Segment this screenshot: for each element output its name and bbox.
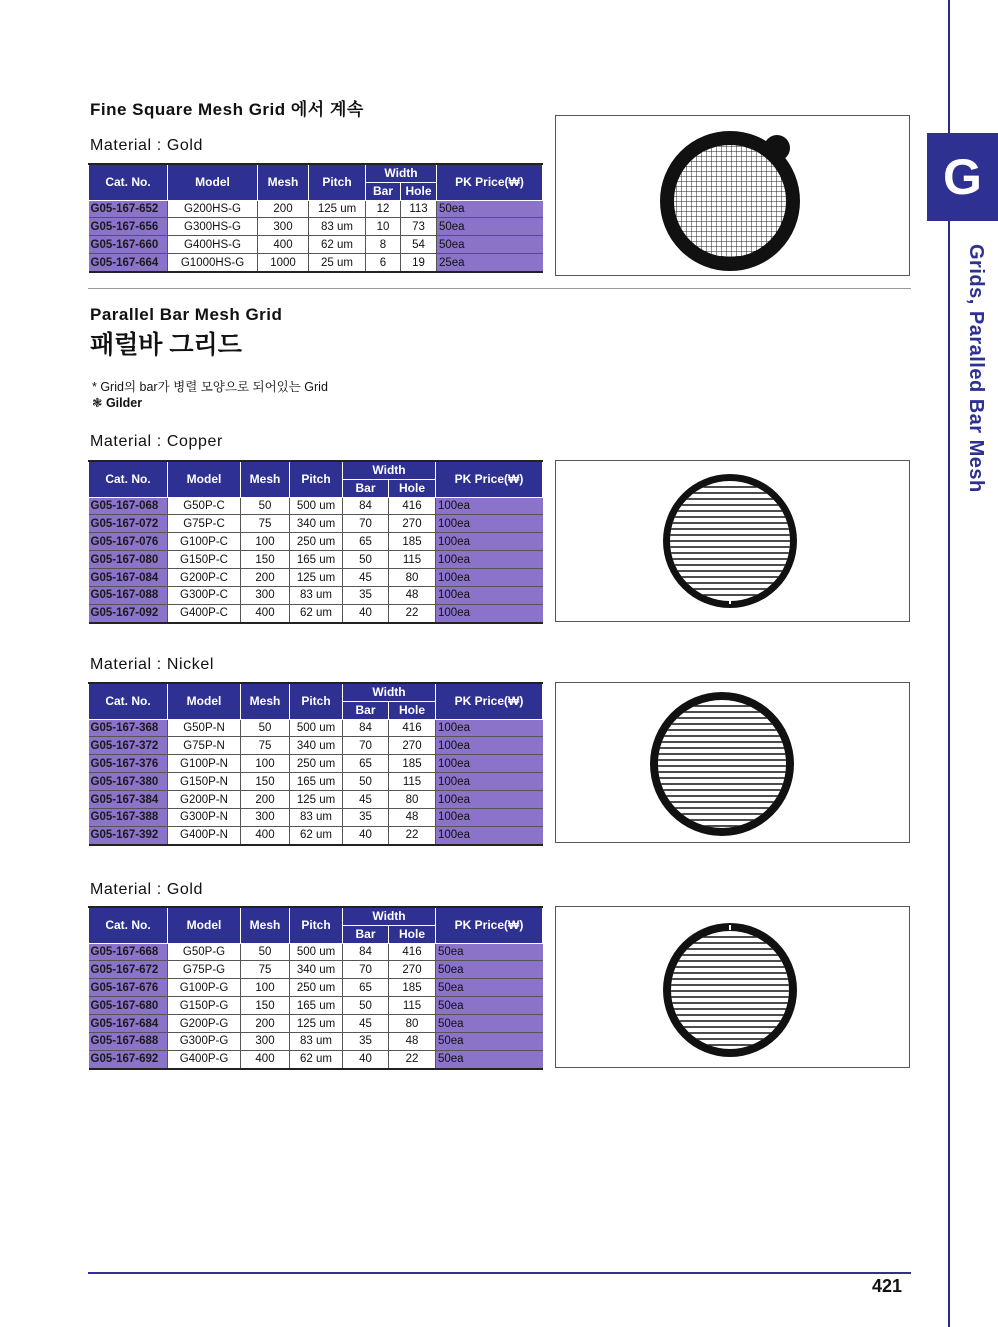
col-width: Width bbox=[366, 164, 437, 182]
price-cell: 50ea bbox=[436, 943, 543, 961]
mesh-cell: 300 bbox=[241, 586, 290, 604]
mesh-cell: 200 bbox=[258, 200, 309, 218]
col-bar: Bar bbox=[343, 925, 389, 943]
note-gilder: ❃ Gilder bbox=[92, 396, 143, 410]
col-model: Model bbox=[168, 461, 241, 497]
model-cell: G100P-C bbox=[168, 533, 241, 551]
table-row bbox=[89, 218, 543, 236]
mesh-cell: 400 bbox=[241, 826, 290, 844]
table-row bbox=[89, 1050, 543, 1068]
col-mesh: Mesh bbox=[258, 164, 309, 200]
mesh-cell: 400 bbox=[258, 236, 309, 254]
pitch-cell: 125 um bbox=[290, 1015, 343, 1033]
table-row bbox=[89, 961, 543, 979]
col-pitch: Pitch bbox=[290, 683, 343, 719]
mesh-cell: 100 bbox=[241, 755, 290, 773]
hole-cell: 416 bbox=[389, 943, 436, 961]
mesh-cell: 75 bbox=[241, 737, 290, 755]
pitch-cell: 340 um bbox=[290, 515, 343, 533]
col-bar: Bar bbox=[343, 701, 389, 719]
pitch-cell: 500 um bbox=[290, 497, 343, 515]
hole-cell: 416 bbox=[389, 497, 436, 515]
price-cell: 100ea bbox=[436, 604, 543, 622]
bar-cell: 65 bbox=[343, 979, 389, 997]
price-cell: 50ea bbox=[437, 218, 543, 236]
col-hole: Hole bbox=[389, 925, 436, 943]
model-cell: G300HS-G bbox=[168, 218, 258, 236]
mesh-cell: 300 bbox=[258, 218, 309, 236]
hole-cell: 22 bbox=[389, 1050, 436, 1068]
mesh-cell: 50 bbox=[241, 943, 290, 961]
pitch-cell: 62 um bbox=[290, 826, 343, 844]
pitch-cell: 83 um bbox=[309, 218, 366, 236]
table-row bbox=[89, 943, 543, 961]
model-cell: G200P-C bbox=[168, 569, 241, 587]
mesh-cell: 150 bbox=[241, 997, 290, 1015]
parallel-bar-grid-copper-image bbox=[555, 460, 910, 622]
hole-cell: 270 bbox=[389, 961, 436, 979]
hole-cell: 185 bbox=[389, 533, 436, 551]
pitch-cell: 165 um bbox=[290, 773, 343, 791]
table-row bbox=[89, 236, 543, 254]
hole-cell: 22 bbox=[389, 604, 436, 622]
model-cell: G300P-C bbox=[168, 586, 241, 604]
col-model: Model bbox=[168, 683, 241, 719]
col-model: Model bbox=[168, 164, 258, 200]
table-row bbox=[89, 569, 543, 587]
model-cell: G75P-C bbox=[168, 515, 241, 533]
col-cat-no: Cat. No. bbox=[89, 907, 168, 943]
cat-no-cell: G05-167-664 bbox=[89, 254, 168, 272]
bar-cell: 45 bbox=[343, 1015, 389, 1033]
model-cell: G50P-C bbox=[168, 497, 241, 515]
cat-no-cell: G05-167-688 bbox=[89, 1032, 168, 1050]
col-width: Width bbox=[343, 683, 436, 701]
model-cell: G400P-G bbox=[168, 1050, 241, 1068]
cat-no-cell: G05-167-084 bbox=[89, 569, 168, 587]
table-row bbox=[89, 791, 543, 809]
price-cell: 100ea bbox=[436, 551, 543, 569]
price-cell: 100ea bbox=[436, 533, 543, 551]
cat-no-cell: G05-167-068 bbox=[89, 497, 168, 515]
price-cell: 50ea bbox=[436, 1015, 543, 1033]
square-mesh-grid-image bbox=[555, 115, 910, 276]
mesh-cell: 400 bbox=[241, 1050, 290, 1068]
cat-no-cell: G05-167-672 bbox=[89, 961, 168, 979]
mesh-cell: 100 bbox=[241, 533, 290, 551]
table-row bbox=[89, 1032, 543, 1050]
model-cell: G400HS-G bbox=[168, 236, 258, 254]
table-row bbox=[89, 737, 543, 755]
col-pitch: Pitch bbox=[290, 907, 343, 943]
bar-cell: 35 bbox=[343, 586, 389, 604]
cat-no-cell: G05-167-660 bbox=[89, 236, 168, 254]
hole-cell: 19 bbox=[401, 254, 437, 272]
hole-cell: 54 bbox=[401, 236, 437, 254]
model-cell: G150P-G bbox=[168, 997, 241, 1015]
price-cell: 50ea bbox=[436, 979, 543, 997]
cat-no-cell: G05-167-384 bbox=[89, 791, 168, 809]
mesh-cell: 300 bbox=[241, 1032, 290, 1050]
mesh-cell: 300 bbox=[241, 808, 290, 826]
price-cell: 100ea bbox=[436, 569, 543, 587]
hole-cell: 416 bbox=[389, 719, 436, 737]
mesh-cell: 75 bbox=[241, 961, 290, 979]
col-hole: Hole bbox=[401, 182, 437, 200]
cat-no-cell: G05-167-080 bbox=[89, 551, 168, 569]
pitch-cell: 165 um bbox=[290, 997, 343, 1015]
mesh-cell: 200 bbox=[241, 1015, 290, 1033]
col-bar: Bar bbox=[343, 479, 389, 497]
bar-cell: 8 bbox=[366, 236, 401, 254]
cat-no-cell: G05-167-392 bbox=[89, 826, 168, 844]
product-table-gold-parallel bbox=[88, 906, 543, 1070]
model-cell: G300P-N bbox=[168, 808, 241, 826]
pitch-cell: 250 um bbox=[290, 755, 343, 773]
mesh-cell: 50 bbox=[241, 497, 290, 515]
price-cell: 50ea bbox=[437, 200, 543, 218]
cat-no-cell: G05-167-092 bbox=[89, 604, 168, 622]
mesh-cell: 100 bbox=[241, 979, 290, 997]
hole-cell: 185 bbox=[389, 755, 436, 773]
table-row bbox=[89, 254, 543, 272]
cat-no-cell: G05-167-676 bbox=[89, 979, 168, 997]
footer-line bbox=[88, 1272, 911, 1274]
col-pitch: Pitch bbox=[290, 461, 343, 497]
mesh-cell: 150 bbox=[241, 551, 290, 569]
model-cell: G50P-N bbox=[168, 719, 241, 737]
bar-cell: 40 bbox=[343, 604, 389, 622]
cat-no-cell: G05-167-668 bbox=[89, 943, 168, 961]
model-cell: G200P-N bbox=[168, 791, 241, 809]
model-cell: G100P-G bbox=[168, 979, 241, 997]
product-table-nickel bbox=[88, 682, 543, 846]
cat-no-cell: G05-167-656 bbox=[89, 218, 168, 236]
model-cell: G50P-G bbox=[168, 943, 241, 961]
table-row bbox=[89, 497, 543, 515]
hole-cell: 185 bbox=[389, 979, 436, 997]
bar-cell: 45 bbox=[343, 569, 389, 587]
hole-cell: 270 bbox=[389, 515, 436, 533]
table-row bbox=[89, 1015, 543, 1033]
table-row bbox=[89, 586, 543, 604]
price-cell: 50ea bbox=[437, 236, 543, 254]
material-label-copper: Material : Copper bbox=[90, 433, 223, 450]
col-price: PK Price(₩) bbox=[436, 907, 543, 943]
hole-cell: 270 bbox=[389, 737, 436, 755]
cat-no-cell: G05-167-372 bbox=[89, 737, 168, 755]
table-row bbox=[89, 604, 543, 622]
bar-cell: 84 bbox=[343, 497, 389, 515]
hole-cell: 113 bbox=[401, 200, 437, 218]
price-cell: 100ea bbox=[436, 755, 543, 773]
pitch-cell: 340 um bbox=[290, 737, 343, 755]
bar-cell: 70 bbox=[343, 737, 389, 755]
pitch-cell: 83 um bbox=[290, 1032, 343, 1050]
mesh-cell: 75 bbox=[241, 515, 290, 533]
bar-cell: 70 bbox=[343, 961, 389, 979]
col-hole: Hole bbox=[389, 479, 436, 497]
cat-no-cell: G05-167-680 bbox=[89, 997, 168, 1015]
col-price: PK Price(₩) bbox=[436, 461, 543, 497]
material-label-nickel: Material : Nickel bbox=[90, 656, 215, 673]
hole-cell: 115 bbox=[389, 773, 436, 791]
col-cat-no: Cat. No. bbox=[89, 164, 168, 200]
mesh-cell: 400 bbox=[241, 604, 290, 622]
col-mesh: Mesh bbox=[241, 461, 290, 497]
bar-cell: 40 bbox=[343, 826, 389, 844]
hole-cell: 48 bbox=[389, 1032, 436, 1050]
model-cell: G400P-N bbox=[168, 826, 241, 844]
model-cell: G100P-N bbox=[168, 755, 241, 773]
bar-cell: 84 bbox=[343, 943, 389, 961]
col-price: PK Price(₩) bbox=[436, 683, 543, 719]
price-cell: 100ea bbox=[436, 808, 543, 826]
pitch-cell: 83 um bbox=[290, 808, 343, 826]
pitch-cell: 500 um bbox=[290, 943, 343, 961]
price-cell: 100ea bbox=[436, 791, 543, 809]
price-cell: 100ea bbox=[436, 497, 543, 515]
bar-cell: 40 bbox=[343, 1050, 389, 1068]
model-cell: G200P-G bbox=[168, 1015, 241, 1033]
table-row bbox=[89, 533, 543, 551]
table-row bbox=[89, 200, 543, 218]
material-label-gold: Material : Gold bbox=[90, 137, 204, 154]
bar-cell: 35 bbox=[343, 1032, 389, 1050]
parallel-bar-grid-nickel-image bbox=[555, 682, 910, 843]
col-mesh: Mesh bbox=[241, 683, 290, 719]
hole-cell: 80 bbox=[389, 791, 436, 809]
col-mesh: Mesh bbox=[241, 907, 290, 943]
mesh-cell: 200 bbox=[241, 791, 290, 809]
pitch-cell: 62 um bbox=[309, 236, 366, 254]
price-cell: 100ea bbox=[436, 826, 543, 844]
model-cell: G200HS-G bbox=[168, 200, 258, 218]
hole-cell: 73 bbox=[401, 218, 437, 236]
table-row bbox=[89, 755, 543, 773]
cat-no-cell: G05-167-652 bbox=[89, 200, 168, 218]
model-cell: G400P-C bbox=[168, 604, 241, 622]
material-label-gold-2: Material : Gold bbox=[90, 881, 204, 898]
table-row bbox=[89, 551, 543, 569]
cat-no-cell: G05-167-368 bbox=[89, 719, 168, 737]
bar-cell: 50 bbox=[343, 997, 389, 1015]
mesh-cell: 1000 bbox=[258, 254, 309, 272]
cat-no-cell: G05-167-376 bbox=[89, 755, 168, 773]
mesh-cell: 200 bbox=[241, 569, 290, 587]
cat-no-cell: G05-167-692 bbox=[89, 1050, 168, 1068]
pitch-cell: 340 um bbox=[290, 961, 343, 979]
price-cell: 50ea bbox=[436, 961, 543, 979]
model-cell: G150P-C bbox=[168, 551, 241, 569]
price-cell: 50ea bbox=[436, 997, 543, 1015]
hole-cell: 80 bbox=[389, 1015, 436, 1033]
hole-cell: 48 bbox=[389, 586, 436, 604]
col-width: Width bbox=[343, 907, 436, 925]
pitch-cell: 125 um bbox=[290, 569, 343, 587]
pitch-cell: 250 um bbox=[290, 979, 343, 997]
parallel-bar-grid-gold-image bbox=[555, 906, 910, 1068]
table-row bbox=[89, 773, 543, 791]
price-cell: 50ea bbox=[436, 1032, 543, 1050]
mesh-cell: 50 bbox=[241, 719, 290, 737]
col-cat-no: Cat. No. bbox=[89, 461, 168, 497]
pitch-cell: 62 um bbox=[290, 1050, 343, 1068]
bar-cell: 84 bbox=[343, 719, 389, 737]
cat-no-cell: G05-167-088 bbox=[89, 586, 168, 604]
hole-cell: 22 bbox=[389, 826, 436, 844]
cat-no-cell: G05-167-380 bbox=[89, 773, 168, 791]
col-cat-no: Cat. No. bbox=[89, 683, 168, 719]
bar-cell: 65 bbox=[343, 755, 389, 773]
table-row bbox=[89, 719, 543, 737]
section-tab[interactable]: G bbox=[927, 133, 998, 221]
pitch-cell: 25 um bbox=[309, 254, 366, 272]
table-row bbox=[89, 979, 543, 997]
pitch-cell: 500 um bbox=[290, 719, 343, 737]
price-cell: 100ea bbox=[436, 773, 543, 791]
price-cell: 100ea bbox=[436, 586, 543, 604]
col-bar: Bar bbox=[366, 182, 401, 200]
price-cell: 50ea bbox=[436, 1050, 543, 1068]
col-model: Model bbox=[168, 907, 241, 943]
pitch-cell: 83 um bbox=[290, 586, 343, 604]
pitch-cell: 250 um bbox=[290, 533, 343, 551]
price-cell: 25ea bbox=[437, 254, 543, 272]
section-heading-korean: 패럴바 그리드 bbox=[90, 331, 242, 359]
price-cell: 100ea bbox=[436, 719, 543, 737]
product-table-copper bbox=[88, 460, 543, 624]
price-cell: 100ea bbox=[436, 737, 543, 755]
bar-cell: 50 bbox=[343, 773, 389, 791]
col-hole: Hole bbox=[389, 701, 436, 719]
model-cell: G1000HS-G bbox=[168, 254, 258, 272]
table-row bbox=[89, 826, 543, 844]
bar-cell: 35 bbox=[343, 808, 389, 826]
table-row bbox=[89, 997, 543, 1015]
cat-no-cell: G05-167-072 bbox=[89, 515, 168, 533]
col-pitch: Pitch bbox=[309, 164, 366, 200]
side-section-title: Grids, Paralled Bar Mesh bbox=[965, 244, 987, 493]
product-table-square-gold bbox=[88, 163, 543, 273]
hole-cell: 80 bbox=[389, 569, 436, 587]
hole-cell: 115 bbox=[389, 997, 436, 1015]
note-description: * Grid의 bar가 병렬 모양으로 되어있는 Grid bbox=[92, 380, 328, 394]
section-separator bbox=[88, 288, 911, 289]
price-cell: 100ea bbox=[436, 515, 543, 533]
cat-no-cell: G05-167-684 bbox=[89, 1015, 168, 1033]
hole-cell: 48 bbox=[389, 808, 436, 826]
section-heading-parallel-bar: Parallel Bar Mesh Grid bbox=[90, 305, 283, 324]
bar-cell: 65 bbox=[343, 533, 389, 551]
col-width: Width bbox=[343, 461, 436, 479]
pitch-cell: 125 um bbox=[309, 200, 366, 218]
cat-no-cell: G05-167-076 bbox=[89, 533, 168, 551]
page-number: 421 bbox=[872, 1276, 903, 1296]
bar-cell: 10 bbox=[366, 218, 401, 236]
hole-cell: 115 bbox=[389, 551, 436, 569]
bar-cell: 50 bbox=[343, 551, 389, 569]
table-row bbox=[89, 808, 543, 826]
pitch-cell: 125 um bbox=[290, 791, 343, 809]
model-cell: G150P-N bbox=[168, 773, 241, 791]
model-cell: G75P-N bbox=[168, 737, 241, 755]
col-price: PK Price(₩) bbox=[437, 164, 543, 200]
pitch-cell: 165 um bbox=[290, 551, 343, 569]
bar-cell: 12 bbox=[366, 200, 401, 218]
bar-cell: 6 bbox=[366, 254, 401, 272]
table-row bbox=[89, 515, 543, 533]
section-heading-fine-square: Fine Square Mesh Grid 에서 계속 bbox=[90, 100, 364, 119]
pitch-cell: 62 um bbox=[290, 604, 343, 622]
bar-cell: 70 bbox=[343, 515, 389, 533]
bar-cell: 45 bbox=[343, 791, 389, 809]
model-cell: G300P-G bbox=[168, 1032, 241, 1050]
model-cell: G75P-G bbox=[168, 961, 241, 979]
cat-no-cell: G05-167-388 bbox=[89, 808, 168, 826]
mesh-cell: 150 bbox=[241, 773, 290, 791]
